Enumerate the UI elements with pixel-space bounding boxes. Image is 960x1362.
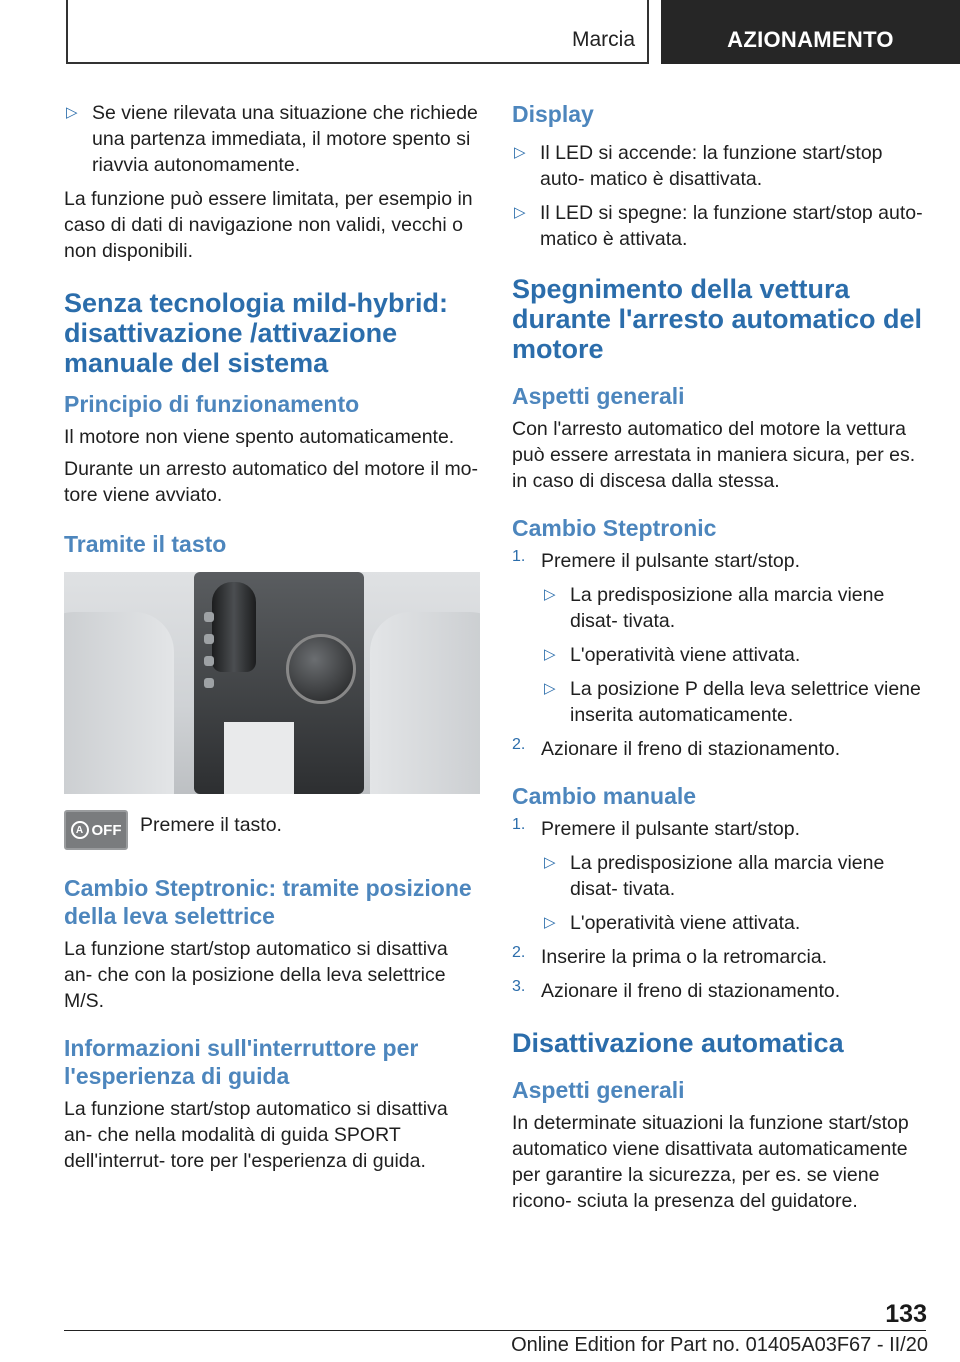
- triangle-bullet-icon: ▷: [544, 646, 556, 663]
- header-chapter-tab: [661, 0, 960, 64]
- paragraph: Premere il tasto.: [140, 814, 282, 836]
- subsection-heading: Tramite il tasto: [64, 531, 227, 557]
- page-number: 133: [885, 1300, 927, 1328]
- step-item: 1. Premere il pulsante start/stop.: [512, 548, 801, 572]
- bullet-text: Se viene rilevata una situazione che richiede una partenza immediata, il motore spento si riavvia autonomamente.: [92, 102, 478, 176]
- center-console-photo: [64, 572, 480, 794]
- footer-divider: [64, 1330, 926, 1331]
- sub-bullet-item: ▷ La posizione P della leva selettrice viene inserita automaticamente.: [544, 678, 921, 726]
- paragraph: La funzione start/stop automatico si disattiva an- che nella modalità di guida SPORT dell'interrut- tore per l'esperienza di guida.: [64, 1098, 448, 1172]
- triangle-bullet-icon: ▷: [544, 680, 556, 697]
- header-section-box: [66, 0, 649, 64]
- bullet-item: ▷ Il LED si spegne: la funzione start/stop auto- matico è attivata.: [514, 202, 923, 250]
- triangle-bullet-icon: ▷: [66, 104, 78, 121]
- section-heading: Spegnimento della vettura durante l'arresto automatico del motore: [512, 274, 923, 364]
- sub-bullet-item: ▷ L'operatività viene attivata.: [544, 644, 801, 666]
- right-column: [512, 100, 928, 1220]
- sub-bullet-item: ▷ L'operatività viene attivata.: [544, 912, 801, 934]
- step-item: 2. Azionare il freno di stazionamento.: [512, 736, 841, 760]
- header-chapter-title: AZIONAMENTO: [727, 27, 894, 52]
- subsection-heading: Aspetti generali: [512, 383, 685, 409]
- subsection-heading: Cambio Steptronic: tramite posizione della leva selettrice: [64, 875, 472, 929]
- controller-knob-icon: [286, 634, 356, 704]
- paragraph: Il motore non viene spento automaticamente.: [64, 426, 455, 448]
- paragraph: Durante un arresto automatico del motore il mo- tore viene avviato.: [64, 458, 479, 506]
- paragraph: La funzione start/stop automatico si disattiva an- che con la posizione della leva selettrice M/S.: [64, 938, 448, 1012]
- triangle-bullet-icon: ▷: [544, 854, 556, 871]
- gear-lever-icon: [212, 582, 256, 672]
- bullet-item: ▷ Il LED si accende: la funzione start/stop auto- matico è disattivata.: [514, 142, 883, 190]
- triangle-bullet-icon: ▷: [544, 914, 556, 931]
- triangle-bullet-icon: ▷: [544, 586, 556, 603]
- step-item: 2. Inserire la prima o la retromarcia.: [512, 944, 828, 968]
- step-item: 3. Azionare il freno di stazionamento.: [512, 978, 841, 1002]
- subsection-heading: Cambio Steptronic: [512, 515, 717, 541]
- header-section-title: Marcia: [571, 28, 635, 51]
- subsection-heading: Cambio manuale: [512, 783, 697, 809]
- sub-bullet-item: ▷ La predisposizione alla marcia viene disat- tivata.: [544, 584, 885, 632]
- triangle-bullet-icon: ▷: [514, 204, 526, 221]
- sub-bullet-item: ▷ La predisposizione alla marcia viene disat- tivata.: [544, 852, 885, 900]
- subsection-heading: Informazioni sull'interruttore per l'esperienza di guida: [64, 1035, 419, 1089]
- bullet-item: [64, 100, 480, 178]
- auto-start-stop-off-icon: A OFF: [64, 810, 128, 850]
- paragraph: In determinate situazioni la funzione start/stop automatico viene disattivata automaticamente per garantire la sicurezza, per es. se viene ricono- sciuta la presenza del guidatore.: [512, 1112, 909, 1212]
- subsection-heading: Aspetti generali: [512, 1077, 685, 1103]
- subsection-heading: Display: [512, 101, 594, 127]
- section-heading: Disattivazione automatica: [512, 1028, 844, 1058]
- paragraph: La funzione può essere limitata, per esempio in caso di dati di navigazione non validi, vecchi o non disponibili.: [64, 188, 473, 262]
- section-heading: Senza tecnologia mild-hybrid: disattivazione /attivazione manuale del sistema: [64, 288, 449, 378]
- off-button-row: [64, 810, 480, 850]
- paragraph: Con l'arresto automatico del motore la vettura può essere arrestata in maniera sicura, per es. in caso di discesa dalla stessa.: [512, 418, 916, 492]
- left-column: [64, 100, 480, 1180]
- step-item: 1. Premere il pulsante start/stop.: [512, 816, 801, 840]
- footer-edition: Online Edition for Part no. 01405A03F67 - II/20: [511, 1334, 928, 1356]
- subsection-heading: Principio di funzionamento: [64, 391, 360, 417]
- triangle-bullet-icon: ▷: [514, 144, 526, 161]
